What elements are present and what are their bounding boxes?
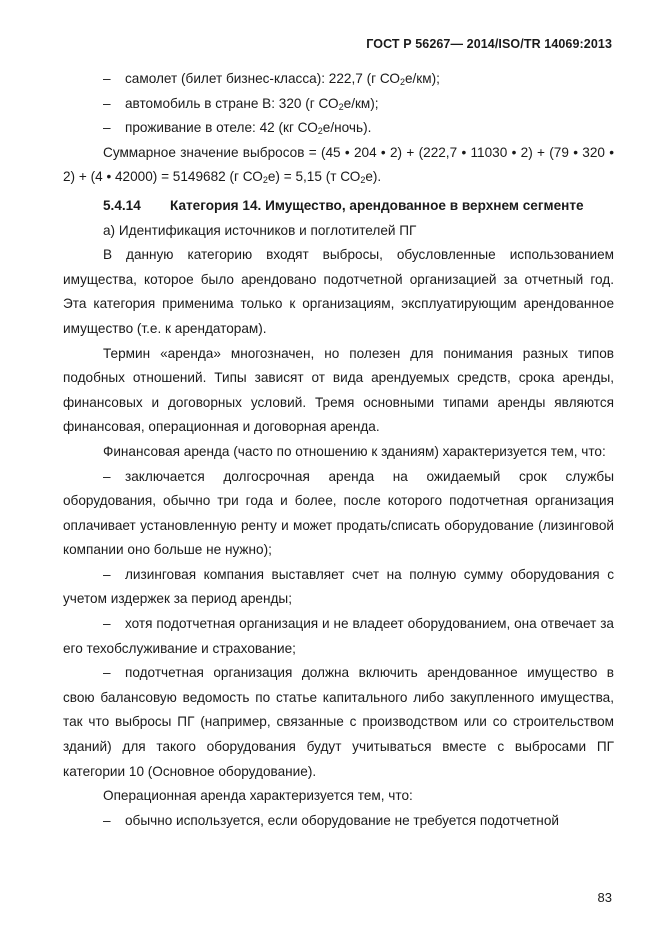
paragraph: В данную категорию входят выбросы, обусловленные использованием имущества, которое было арендовано подотчетной организацией за отчетный год. Эта категория применима только к организациям, эксплуатирующим арендованное имущество (т.е. к арендаторам).: [63, 247, 614, 336]
list-item: – хотя подотчетная организация и не владеет оборудованием, она отвечает за его техобслуживание и страхование;: [63, 616, 614, 656]
list-item: – подотчетная организация должна включить арендованное имущество в свою балансовую ведомость по статье капитального либо закупленного имущества, так что выбросы ПГ (например, связанные с производством или со строительством зданий) для такого оборудования будут учитываться вместе с выбросами ПГ категории 10 (Основное оборудование).: [63, 665, 614, 779]
paragraph: Операционная аренда характеризуется тем, что:: [103, 788, 413, 804]
page-body: [63, 67, 614, 833]
list-item: – самолет (билет бизнес-класса): 222,7 (г $СО_2е/км$);: [103, 71, 440, 87]
list-item: – лизинговая компания выставляет счет на полную сумму оборудования с учетом издержек за период аренды;: [63, 566, 614, 607]
list-item: – обычно используется, если оборудование не требуется подотчетной: [103, 812, 559, 828]
section-title: Категория 14. Имущество, арендованное в верхнем сегменте: [170, 197, 584, 213]
list-item: – заключается долгосрочная аренда на ожидаемый срок службы оборудования, обычно три года и более, после которого подотчетная организация оплачивает установленную ренту и может продать/списать оборудование (лизинговой компании оно больше не нужно);: [63, 468, 614, 558]
page-number: 83: [597, 890, 612, 905]
section-number: 5.4.14: [103, 197, 141, 213]
list-item: – автомобиль в стране В: 320 (г $СО_2е/км$);: [103, 95, 379, 112]
document-header: ГОСТ Р 56267— 2014/ISO/TR 14069:2013: [366, 37, 612, 51]
section-heading: [63, 194, 614, 219]
paragraph: Финансовая аренда (часто по отношению к зданиям) характеризуется тем, что:: [103, 443, 606, 459]
total-emissions-paragraph: Суммарное значение выбросов = (45 • 204 • 2) + (222,7 • 11030 • 2) + (79 • 320 • 2) + (4 • 42000) = 5149682 (г $СО_2е) = 5,15$ (т $СО_2е$).: [63, 144, 614, 186]
paragraph: Термин «аренда» многозначен, но полезен для понимания разных типов подобных отношений. Типы зависят от вида арендуемых средств, срока аренды, финансовых и договорных условий. Тремя основными типами аренды являются финансовая, операционная и договорная аренда.: [63, 345, 614, 435]
subsection-item-a: а) Идентификация источников и поглотителей ПГ: [103, 222, 417, 238]
list-item: – проживание в отеле: 42 (кг $СО_2е/ночь$).: [103, 120, 372, 137]
